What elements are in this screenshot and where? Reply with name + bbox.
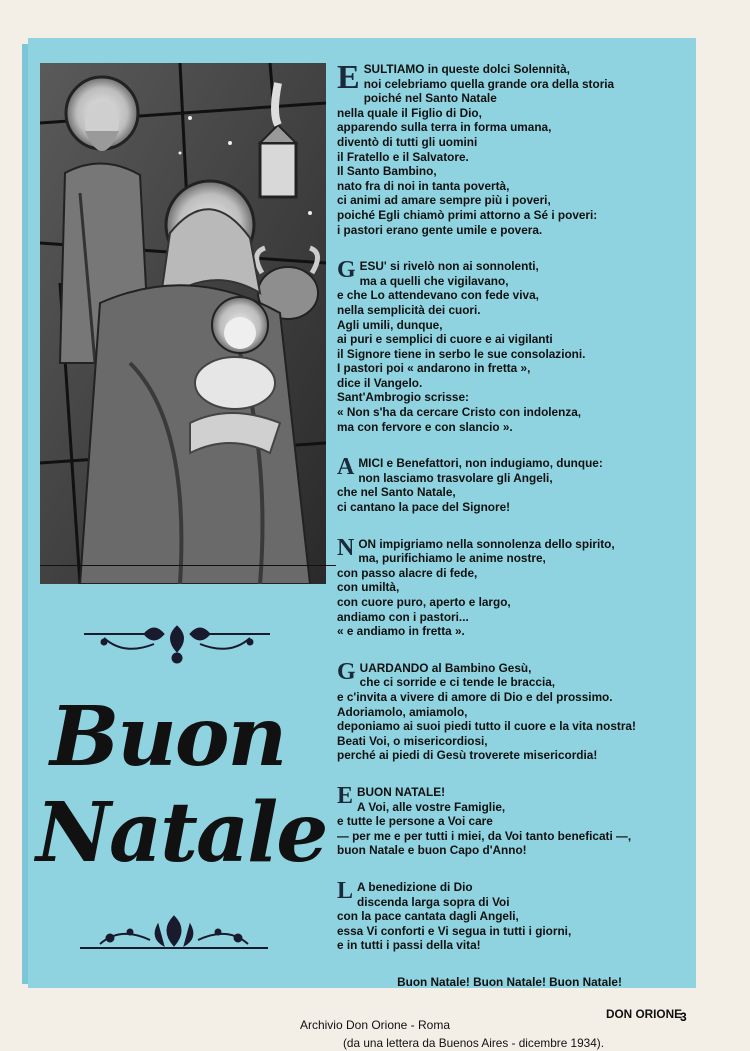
- paragraph: [337, 59, 682, 237]
- text-line: noi celebriamo quella grande ora della storia: [363, 76, 615, 91]
- text-line: ON impigriamo nella sonnolenza dello spirito,: [358, 536, 615, 551]
- text-line: BUON NATALE!: [357, 784, 446, 799]
- text-line: i pastori erano gente umile e povera.: [337, 222, 543, 237]
- page-number: 3: [680, 1010, 687, 1024]
- text-line: ma con fervore e con slancio ».: [337, 419, 513, 434]
- drop-cap: G: [337, 658, 356, 685]
- text-line: con la pace cantata dagli Angeli,: [337, 909, 519, 924]
- divider-line: [40, 565, 336, 566]
- drop-cap: E: [337, 59, 360, 96]
- text-line: il Fratello e il Salvatore.: [337, 149, 469, 164]
- text-line: nella semplicità dei cuori.: [337, 302, 481, 317]
- text-line: nella quale il Figlio di Dio,: [337, 105, 482, 120]
- paragraph: [337, 658, 682, 763]
- text-line: discenda larga sopra di Voi: [357, 894, 510, 909]
- drop-cap: N: [337, 534, 355, 561]
- text-line: Sant'Ambrogio scrisse:: [337, 390, 469, 405]
- text-line: Agli umili, dunque,: [337, 317, 443, 332]
- text-line: ma a quelli che vigilavano,: [359, 273, 509, 288]
- flourish-ornament-top-icon: [84, 622, 270, 668]
- text-line: diventò di tutti gli uomini: [337, 134, 478, 149]
- text-line: « e andiamo in fretta ».: [337, 624, 465, 639]
- text-line: essa Vi conforti e Vi segua in tutti i giorni,: [337, 923, 572, 938]
- text-line: con passo alacre di fede,: [337, 565, 478, 580]
- text-line: ci cantano la pace del Signore!: [337, 500, 511, 515]
- text-line: Beati Voi, o misericordiosi,: [337, 733, 488, 748]
- text-line: perché ai piedi di Gesù troverete misericordia!: [337, 748, 598, 763]
- archive-footer: Archivio Don Orione - Roma: [299, 1018, 451, 1032]
- text-line: poiché nel Santo Natale: [363, 91, 497, 106]
- text-line: con cuore puro, aperto e largo,: [337, 595, 511, 609]
- paragraph: [337, 877, 682, 953]
- text-line: apparendo sulla terra in forma umana,: [337, 120, 552, 135]
- text-line: SULTIAMO in queste dolci Solennità,: [363, 62, 570, 76]
- text-line: che ci sorride e ci tende le braccia,: [359, 675, 556, 690]
- text-line: e c'invita a vivere di amore di Dio e del prossimo.: [337, 689, 613, 704]
- text-line: A benedizione di Dio: [357, 879, 473, 894]
- text-line: buon Natale e buon Capo d'Anno!: [337, 843, 527, 858]
- text-line: ma, purifichiamo le anime nostre,: [358, 551, 546, 566]
- text-line: dice il Vangelo.: [337, 375, 423, 390]
- text-line: e tutte le persone a Voi care: [337, 814, 493, 829]
- drop-cap: A: [337, 454, 355, 481]
- text-line: ai puri e semplici di cuore e ai vigilanti: [337, 332, 553, 347]
- drop-cap: G: [337, 257, 356, 284]
- text-line: ESU' si rivelò non ai sonnolenti,: [359, 259, 539, 274]
- text-line: UARDANDO al Bambino Gesù,: [359, 660, 532, 675]
- closing-wishes: Buon Natale! Buon Natale! Buon Natale!: [397, 974, 622, 989]
- paragraph: [337, 259, 682, 434]
- letter-text-column: [337, 59, 682, 1051]
- text-line: e che Lo attendevano con fede viva,: [337, 288, 539, 303]
- text-line: Adoriamolo, amiamolo,: [337, 704, 468, 719]
- text-line: che nel Santo Natale,: [337, 485, 456, 500]
- text-line: « Non s'ha da cercare Cristo con indolenza,: [337, 405, 582, 420]
- text-line: poiché Egli chiamò primi attorno a Sé i poveri:: [337, 207, 598, 222]
- text-line: Il Santo Bambino,: [337, 164, 437, 179]
- flourish-ornament-bottom-icon: [80, 910, 268, 956]
- text-line: A Voi, alle vostre Famiglie,: [357, 799, 506, 814]
- text-line: non lasciamo trasvolare gli Angeli,: [358, 470, 553, 485]
- drop-cap: E: [337, 782, 354, 809]
- text-line: ci animi ad amare sempre più i poveri,: [337, 193, 551, 208]
- text-line: I pastori poi « andarono in fretta »,: [337, 361, 531, 376]
- title-line-2: Natale: [36, 785, 327, 881]
- paragraph: [337, 782, 682, 858]
- drop-cap: L: [337, 877, 354, 904]
- source-note: (da una lettera da Buenos Aires - dicembre 1934).: [343, 1036, 604, 1051]
- text-line: — per me e per tutti i miei, da Voi tanto beneficati —,: [337, 828, 632, 843]
- text-line: andiamo con i pastori...: [337, 609, 469, 624]
- text-line: nato fra di noi in tanta povertà,: [337, 178, 510, 193]
- nativity-stained-glass-image: [40, 63, 326, 584]
- title-line-1: Buon: [50, 689, 286, 785]
- signature: DON ORIONE: [605, 1007, 682, 1022]
- text-line: il Signore tiene in serbo le sue consolazioni.: [337, 346, 586, 361]
- text-line: con umiltà,: [337, 580, 400, 595]
- paragraph: [337, 456, 682, 514]
- paragraph: [337, 534, 682, 639]
- text-line: deponiamo ai suoi piedi tutto il cuore e la vita nostra!: [337, 719, 636, 734]
- text-line: e in tutti i passi della vita!: [337, 938, 481, 953]
- text-line: MICI e Benefattori, non indugiamo, dunque:: [358, 456, 603, 471]
